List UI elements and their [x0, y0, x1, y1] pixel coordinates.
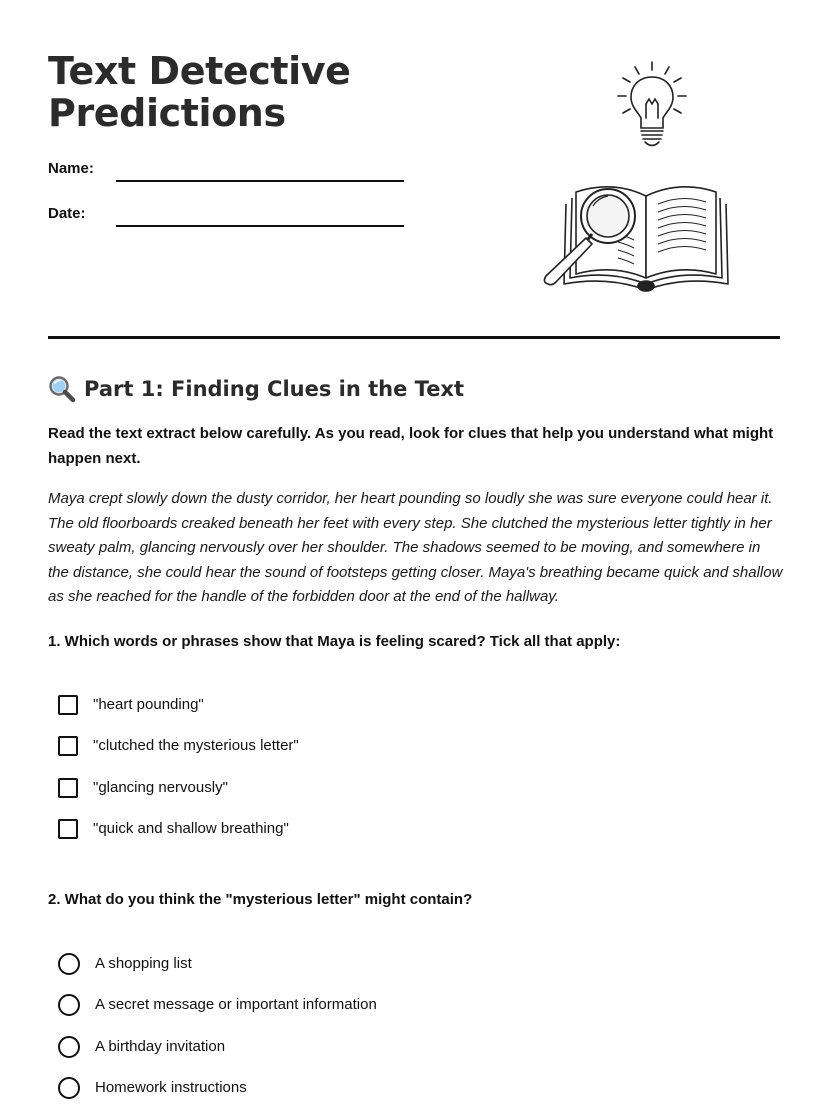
option-label: "heart pounding": [93, 696, 204, 713]
checkbox-option[interactable]: [58, 693, 658, 734]
checkbox-option[interactable]: [58, 817, 658, 858]
date-label: Date:: [48, 205, 86, 222]
part1-title: Part 1: Finding Clues in the Text: [84, 377, 465, 401]
part1-heading: [48, 372, 464, 406]
text-extract: Maya crept slowly down the dusty corridor, her heart pounding so loudly she was sure everyone could hear it. The old floorboards creaked beneath her feet with every step. She clutched the mysterious letter tightly in her sweaty palm, glancing nervously over her shoulder. The shadows seemed to be moving, and somewhere in the distance, she could hear the sound of footsteps getting closer. Maya's breathing became quick and shallow as she reached for the handle of the forbidden door at the end of the hallway.: [48, 490, 783, 605]
radio-option[interactable]: [58, 1035, 658, 1076]
date-write-line[interactable]: [116, 225, 404, 227]
checkbox[interactable]: [58, 819, 78, 839]
question-2: 2. What do you think the "mysterious letter" might contain?: [48, 891, 473, 908]
radio-option[interactable]: [58, 952, 658, 993]
name-field[interactable]: [48, 160, 408, 182]
section-divider: [48, 336, 780, 339]
checkbox-option[interactable]: [58, 776, 658, 817]
name-write-line[interactable]: [116, 180, 404, 182]
option-label: A birthday invitation: [95, 1037, 226, 1055]
checkbox[interactable]: [58, 695, 78, 715]
option-label: "glancing nervously": [93, 778, 228, 796]
worksheet-page: [48, 0, 783, 1096]
option-label: A shopping list: [95, 955, 192, 972]
checkbox-option[interactable]: [58, 734, 658, 775]
radio-button[interactable]: [58, 1077, 80, 1099]
radio-button[interactable]: [58, 994, 80, 1016]
magnifying-glass-icon: [48, 375, 76, 403]
title-line-1: Text Detective: [48, 49, 351, 93]
page-title: [48, 50, 350, 134]
date-field[interactable]: [48, 205, 408, 227]
option-label: "quick and shallow breathing": [93, 819, 289, 837]
radio-button[interactable]: [58, 1036, 80, 1058]
worksheet-header: [48, 0, 780, 340]
name-label: Name:: [48, 160, 94, 177]
book-with-magnifying-glass-icon: [538, 178, 738, 296]
radio-option[interactable]: [58, 1076, 658, 1117]
light-bulb-icon: [608, 58, 698, 153]
radio-option[interactable]: [58, 993, 658, 1034]
question-2-options: [58, 952, 658, 1117]
question-1-options: [58, 693, 658, 858]
question-1: 1. Which words or phrases show that Maya is feeling scared? Tick all that apply:: [48, 633, 621, 650]
checkbox[interactable]: [58, 736, 78, 756]
instructions-text: Read the text extract below carefully. As you read, look for clues that help you understand what might happen next.: [48, 425, 774, 467]
option-label: "clutched the mysterious letter": [93, 737, 299, 755]
radio-button[interactable]: [58, 953, 80, 975]
option-label: Homework instructions: [95, 1078, 247, 1096]
title-line-2: Predictions: [48, 91, 286, 135]
option-label: A secret message or important information: [95, 996, 377, 1014]
checkbox[interactable]: [58, 778, 78, 798]
